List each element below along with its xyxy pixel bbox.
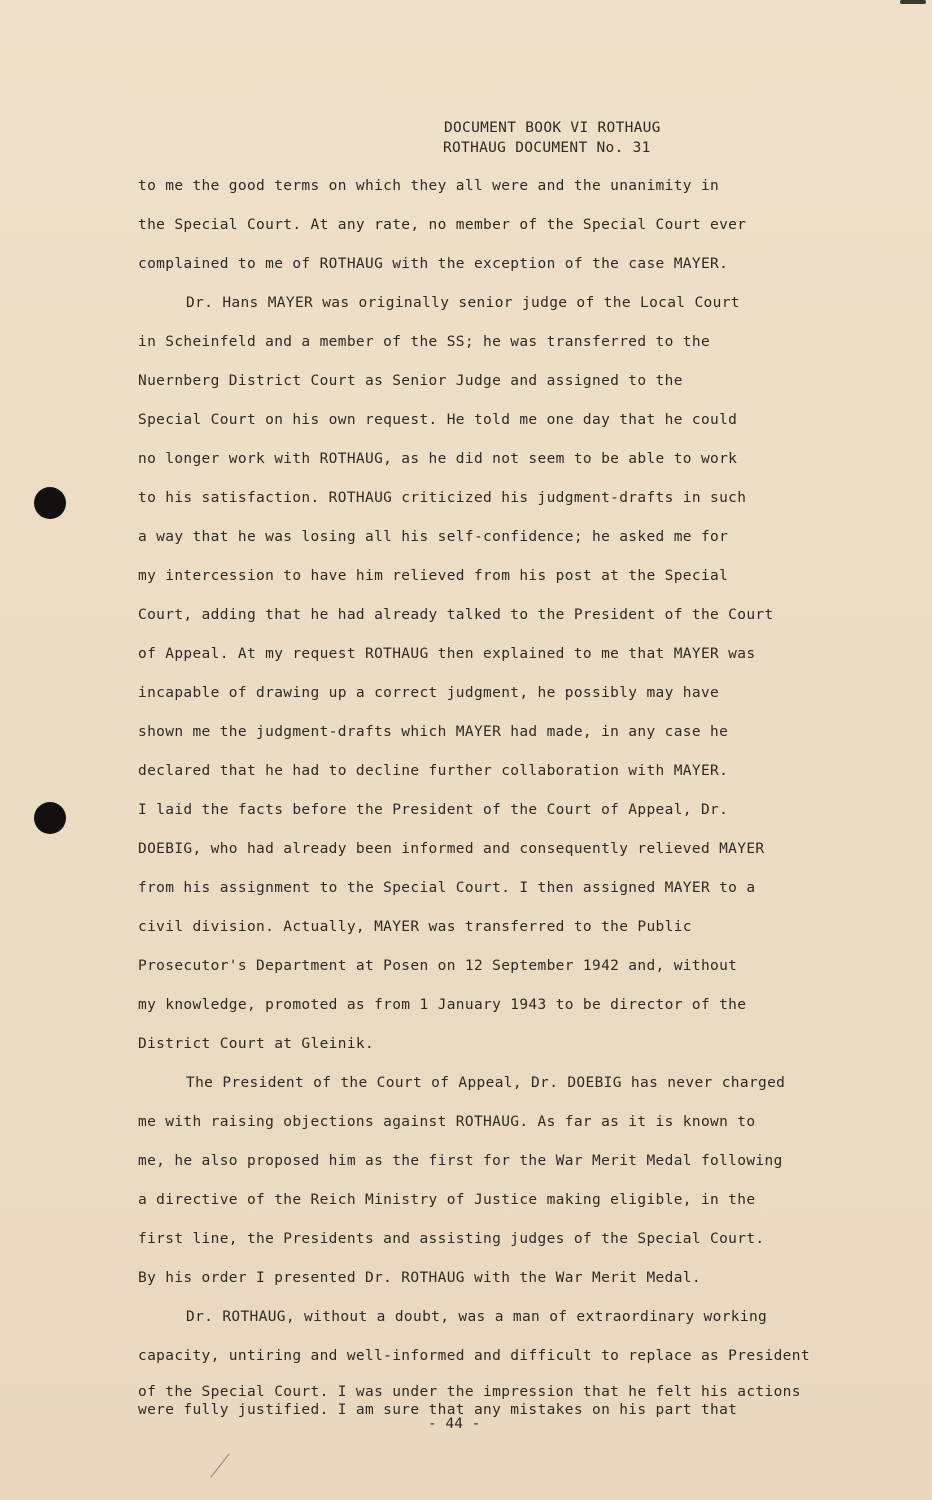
- text-line: Nuernberg District Court as Senior Judge and assigned to the: [138, 373, 683, 389]
- header-book-title: DOCUMENT BOOK VI ROTHAUG: [444, 120, 661, 136]
- text-line: from his assignment to the Special Court. I then assigned MAYER to a: [138, 880, 756, 896]
- text-line: of the Special Court. I was under the impression that he felt his actions: [138, 1384, 801, 1400]
- punch-hole-top: [34, 487, 66, 519]
- header-document-number: ROTHAUG DOCUMENT No. 31: [443, 140, 651, 156]
- text-line: Prosecutor's Department at Posen on 12 September 1942 and, without: [138, 958, 738, 974]
- text-line: declared that he had to decline further collaboration with MAYER.: [138, 763, 729, 779]
- text-line: Dr. ROTHAUG, without a doubt, was a man of extraordinary working: [186, 1309, 768, 1325]
- text-line: no longer work with ROTHAUG, as he did not seem to be able to work: [138, 451, 738, 467]
- punch-hole-bottom: [34, 802, 66, 834]
- text-line: Court, adding that he had already talked to the President of the Court: [138, 607, 774, 623]
- pencil-mark: [210, 1453, 229, 1477]
- text-line: shown me the judgment-drafts which MAYER had made, in any case he: [138, 724, 729, 740]
- text-line: complained to me of ROTHAUG with the exception of the case MAYER.: [138, 256, 729, 272]
- text-line: Special Court on his own request. He told me one day that he could: [138, 412, 738, 428]
- text-line: a way that he was losing all his self-confidence; he asked me for: [138, 529, 729, 545]
- text-line: capacity, untiring and well-informed and difficult to replace as President: [138, 1348, 810, 1364]
- text-line: The President of the Court of Appeal, Dr. DOEBIG has never charged: [186, 1075, 786, 1091]
- text-line: District Court at Gleinik.: [138, 1036, 375, 1052]
- text-line: my intercession to have him relieved from his post at the Special: [138, 568, 729, 584]
- text-line: first line, the Presidents and assisting judges of the Special Court.: [138, 1231, 765, 1247]
- text-line: incapable of drawing up a correct judgment, he possibly may have: [138, 685, 720, 701]
- text-line: a directive of the Reich Ministry of Justice making eligible, in the: [138, 1192, 756, 1208]
- body-text: [138, 174, 868, 1419]
- text-line: were fully justified. I am sure that any mistakes on his part that: [138, 1402, 738, 1418]
- text-line: me with raising objections against ROTHAUG. As far as it is known to: [138, 1114, 756, 1130]
- page-number: - 44 -: [428, 1416, 481, 1432]
- text-line: Dr. Hans MAYER was originally senior judge of the Local Court: [186, 295, 740, 311]
- text-line: the Special Court. At any rate, no member of the Special Court ever: [138, 217, 747, 233]
- text-line: to me the good terms on which they all were and the unanimity in: [138, 178, 720, 194]
- text-line: in Scheinfeld and a member of the SS; he was transferred to the: [138, 334, 711, 350]
- text-line: me, he also proposed him as the first for the War Merit Medal following: [138, 1153, 783, 1169]
- text-line: I laid the facts before the President of the Court of Appeal, Dr.: [138, 802, 729, 818]
- text-line: civil division. Actually, MAYER was transferred to the Public: [138, 919, 692, 935]
- text-line: DOEBIG, who had already been informed and consequently relieved MAYER: [138, 841, 765, 857]
- text-line: my knowledge, promoted as from 1 January 1943 to be director of the: [138, 997, 747, 1013]
- text-line: of Appeal. At my request ROTHAUG then explained to me that MAYER was: [138, 646, 756, 662]
- corner-mark: [900, 0, 926, 4]
- text-line: to his satisfaction. ROTHAUG criticized his judgment-drafts in such: [138, 490, 747, 506]
- document-header: [444, 118, 661, 158]
- text-line: By his order I presented Dr. ROTHAUG with the War Merit Medal.: [138, 1270, 701, 1286]
